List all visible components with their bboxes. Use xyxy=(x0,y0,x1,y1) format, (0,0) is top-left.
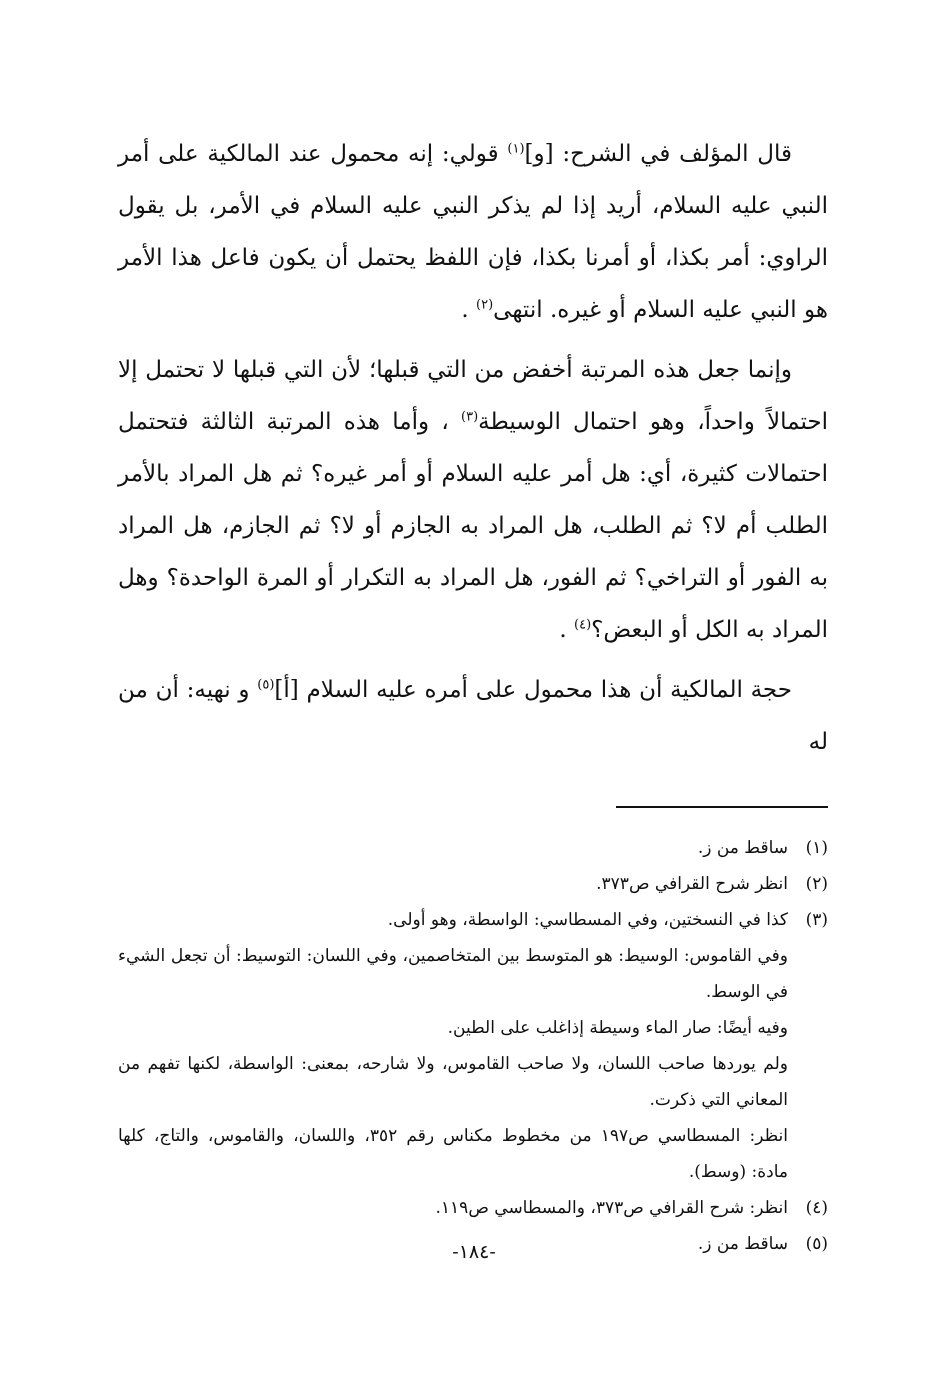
footnote-ref-2: (٢) xyxy=(476,297,494,313)
paragraph-3 xyxy=(118,664,828,768)
footnote-text: ساقط من ز. xyxy=(697,838,788,858)
footnote-text: كذا في النسختين، وفي المسطاسي: الواسطة، وهو أولى. xyxy=(387,910,788,930)
paragraph-text: وإنما جعل هذه المرتبة أخفض من التي قبلها؛ لأن التي قبلها لا تحتمل إلا احتمالاً واحداً، وهو احتمال الوسيطة xyxy=(118,357,828,435)
footnote-continuation: وفي القاموس: الوسيط: هو المتوسط بين المتخاصمين، وفي اللسان: التوسيط: أن تجعل الشيء في الوسط. xyxy=(118,946,788,1002)
footnote-ref-5: (٥) xyxy=(257,677,275,693)
footnote-text: ساقط من ز. xyxy=(697,1234,788,1254)
footnote-number: (٥) xyxy=(805,1234,828,1254)
footnote-text: انظر: شرح القرافي ص٣٧٣، والمسطاسي ص١١٩. xyxy=(435,1198,788,1218)
page-number: -١٨٤- xyxy=(452,1241,496,1263)
paragraph-text: و نهيه: أن من له xyxy=(118,677,828,755)
footnote-continuation: ولم يوردها صاحب اللسان، ولا صاحب القاموس، ولا شارحه، بمعنى: الواسطة، لكنها تفهم من المعاني التي ذكرت. xyxy=(118,1054,788,1110)
paragraph-text: . xyxy=(461,297,477,323)
footnote-item xyxy=(118,830,828,866)
footnote-ref-4: (٤) xyxy=(574,617,592,633)
paragraph-text: حجة المالكية أن هذا محمول على أمره عليه السلام [أ] xyxy=(274,677,793,703)
paragraph-text: ، وأما هذه المرتبة الثالثة فتحتمل احتمالات كثيرة، أي: هل أمر عليه السلام أو أمر غيره؟ ثم هل المراد بالأمر الطلب أم لا؟ ثم الطلب، هل المراد به الجازم أو لا؟ ثم الجازم، هل المراد به الفور أو التراخي؟ ثم الفور، هل المراد به التكرار أو المرة الواحدة؟ وهل المراد به الكل أو البعض؟ xyxy=(118,409,828,643)
paragraph-2 xyxy=(118,344,828,656)
footnote-number: (١) xyxy=(805,838,828,858)
paragraph-text: . xyxy=(559,617,575,643)
footnote-ref-3: (٣) xyxy=(461,409,479,425)
footnote-number: (٤) xyxy=(805,1198,828,1218)
footnote-divider xyxy=(616,806,828,808)
footnote-continuation: انظر: المسطاسي ص١٩٧ من مخطوط مكناس رقم ٣٥٢، واللسان، والقاموس، والتاج، كلها مادة: (وسط). xyxy=(118,1126,788,1182)
page-content xyxy=(118,128,828,1262)
footnote-item xyxy=(118,1190,828,1226)
footnotes xyxy=(118,830,828,1262)
footnote-item xyxy=(118,866,828,902)
footnote-continuation: وفيه أيضًا: صار الماء وسيطة إذاغلب على الطين. xyxy=(447,1018,788,1038)
footnote-ref-1: (١) xyxy=(507,141,525,157)
paragraph-1 xyxy=(118,128,828,336)
paragraph-text: قولي: إنه محمول عند المالكية على أمر النبي عليه السلام، أريد إذا لم يذكر النبي عليه السلام في الأمر، بل يقول الراوي: أمر بكذا، أو أمرنا بكذا، فإن اللفظ يحتمل أن يكون فاعل هذا الأمر هو النبي عليه السلام أو غيره. انتهى xyxy=(118,141,828,323)
footnote-item xyxy=(118,902,828,938)
footnote-number: (٢) xyxy=(805,874,828,894)
paragraph-text: قال المؤلف في الشرح: [و] xyxy=(524,141,792,167)
footnote-number: (٣) xyxy=(805,910,828,930)
footnote-text: انظر شرح القرافي ص٣٧٣. xyxy=(596,874,788,894)
